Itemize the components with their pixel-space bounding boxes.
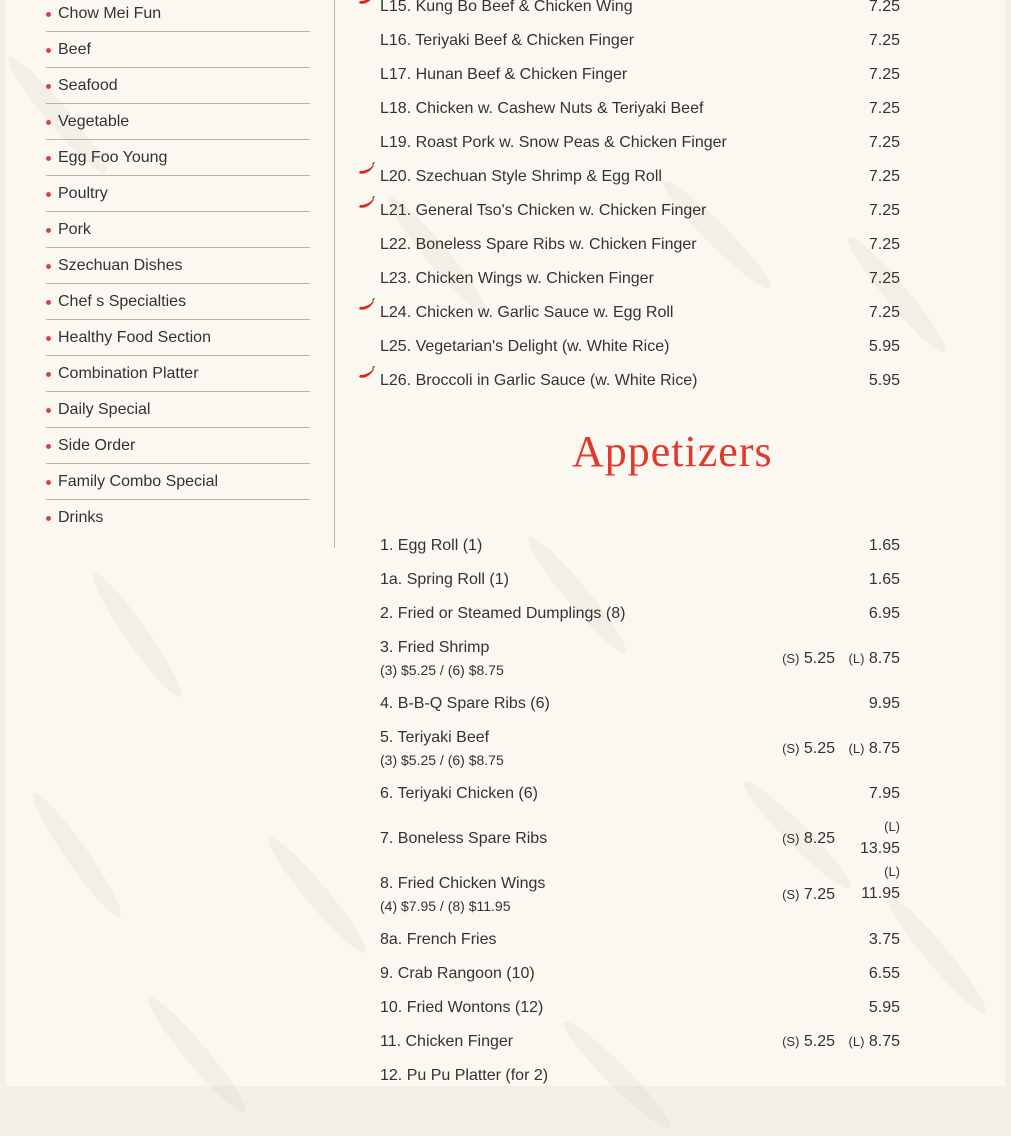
- category-label: Family Combo Special: [58, 473, 219, 490]
- size-large-label: (L): [848, 741, 865, 756]
- category-label: Chef s Specialties: [58, 293, 187, 310]
- item-price: 7.25: [868, 134, 900, 151]
- item-name: L22. Boneless Spare Ribs w. Chicken Finger: [380, 236, 697, 253]
- bullet-icon: [46, 372, 51, 377]
- category-item[interactable]: [46, 248, 310, 284]
- large-price-value: 13.95: [859, 840, 900, 857]
- item-price: 7.25: [868, 304, 900, 321]
- item-name: 5. Teriyaki Beef: [380, 729, 490, 746]
- item-name: 8. Fried Chicken Wings: [380, 875, 546, 892]
- item-price: 7.25: [868, 202, 900, 219]
- category-label: Side Order: [58, 437, 136, 454]
- item-name: L19. Roast Pork w. Snow Peas & Chicken Finger: [380, 134, 727, 151]
- chili-pepper-icon: [358, 366, 376, 380]
- category-item[interactable]: [46, 32, 310, 68]
- item-price: 7.25: [868, 66, 900, 83]
- size-small-label: (S): [782, 1034, 800, 1049]
- large-price-value: 11.95: [861, 885, 900, 902]
- chili-pepper-icon: [358, 162, 376, 176]
- bullet-icon: [46, 156, 51, 161]
- small-price: [782, 830, 835, 848]
- bullet-icon: [46, 336, 51, 341]
- leaf-decoration: [260, 830, 373, 959]
- category-item[interactable]: [46, 284, 310, 320]
- item-name: 1a. Spring Roll (1): [380, 571, 509, 588]
- bullet-icon: [46, 408, 51, 413]
- appetizers-heading: Appetizers: [572, 427, 773, 476]
- item-price: 7.25: [868, 270, 900, 287]
- item-portion-prices: (3) $5.25 / (6) $8.75: [380, 662, 504, 678]
- leaf-decoration: [85, 567, 189, 702]
- small-price: [782, 1033, 835, 1051]
- small-price-value: 5.25: [803, 740, 835, 757]
- item-name: 1. Egg Roll (1): [380, 537, 483, 554]
- category-item[interactable]: [46, 212, 310, 248]
- category-item[interactable]: [46, 428, 310, 464]
- small-price: [782, 740, 835, 758]
- sidebar-divider: [334, 0, 335, 548]
- item-price: 1.65: [868, 571, 900, 588]
- category-item[interactable]: [46, 0, 310, 32]
- item-name: L16. Teriyaki Beef & Chicken Finger: [380, 32, 635, 49]
- item-name: L26. Broccoli in Garlic Sauce (w. White Rice): [380, 372, 698, 389]
- category-item[interactable]: [46, 176, 310, 212]
- category-label: Chow Mei Fun: [58, 5, 162, 22]
- item-name: L17. Hunan Beef & Chicken Finger: [380, 66, 628, 83]
- item-name: 10. Fried Wontons (12): [380, 999, 544, 1016]
- category-label: Egg Foo Young: [58, 149, 168, 166]
- item-portion-prices: (4) $7.95 / (8) $11.95: [380, 898, 511, 914]
- category-item[interactable]: [46, 464, 310, 500]
- large-price: [849, 740, 900, 758]
- large-price: [861, 861, 900, 905]
- size-large-label: (L): [884, 864, 900, 879]
- item-price: 7.25: [868, 236, 900, 253]
- item-name: L23. Chicken Wings w. Chicken Finger: [380, 270, 654, 287]
- item-name: 11. Chicken Finger: [380, 1033, 514, 1050]
- item-name: 4. B-B-Q Spare Ribs (6): [380, 695, 550, 712]
- item-price: 7.25: [868, 32, 900, 49]
- bullet-icon: [46, 300, 51, 305]
- item-name: L25. Vegetarian's Delight (w. White Rice): [380, 338, 670, 355]
- item-name: 9. Crab Rangoon (10): [380, 965, 535, 982]
- category-item[interactable]: [46, 104, 310, 140]
- item-price: 6.55: [868, 965, 900, 982]
- item-name: 6. Teriyaki Chicken (6): [380, 785, 538, 802]
- item-price: 6.95: [868, 605, 900, 622]
- size-large-label: (L): [884, 819, 900, 834]
- chili-pepper-icon: [358, 0, 376, 6]
- category-item[interactable]: [46, 140, 310, 176]
- category-sidebar: [46, 0, 310, 536]
- large-price-value: 8.75: [868, 1033, 900, 1050]
- menu-page: [6, 0, 1005, 1086]
- category-item[interactable]: [46, 392, 310, 428]
- category-label: Combination Platter: [58, 365, 199, 382]
- large-price: [849, 1033, 900, 1051]
- category-label: Pork: [58, 221, 91, 238]
- item-price: 7.25: [868, 0, 900, 15]
- small-price: [782, 650, 835, 668]
- category-item[interactable]: [46, 500, 310, 536]
- size-small-label: (S): [782, 741, 800, 756]
- item-name: 12. Pu Pu Platter (for 2): [380, 1067, 549, 1084]
- item-price: 9.95: [868, 695, 900, 712]
- bullet-icon: [46, 444, 51, 449]
- item-name: 7. Boneless Spare Ribs: [380, 830, 548, 847]
- large-price-value: 8.75: [868, 650, 900, 667]
- leaf-decoration: [656, 174, 778, 296]
- category-label: Daily Special: [58, 401, 151, 418]
- item-portion-prices: (3) $5.25 / (6) $8.75: [380, 752, 504, 768]
- small-price: [782, 886, 835, 904]
- item-price: 3.75: [868, 931, 900, 948]
- leaf-decoration: [556, 1014, 678, 1136]
- size-small-label: (S): [782, 651, 800, 666]
- small-price-value: 5.25: [803, 650, 835, 667]
- category-label: Szechuan Dishes: [58, 257, 183, 274]
- large-price: [860, 816, 900, 860]
- bullet-icon: [46, 228, 51, 233]
- size-small-label: (S): [782, 887, 800, 902]
- item-price: 5.95: [868, 999, 900, 1016]
- item-price: 7.25: [868, 168, 900, 185]
- category-item[interactable]: [46, 320, 310, 356]
- item-name: 2. Fried or Steamed Dumplings (8): [380, 605, 626, 622]
- item-price: 7.25: [868, 100, 900, 117]
- item-price: 5.95: [868, 372, 900, 389]
- category-label: Healthy Food Section: [58, 329, 211, 346]
- category-item[interactable]: [46, 68, 310, 104]
- category-label: Beef: [58, 41, 91, 58]
- category-item[interactable]: [46, 356, 310, 392]
- large-price-value: 8.75: [868, 740, 900, 757]
- category-label: Drinks: [58, 509, 104, 526]
- bullet-icon: [46, 12, 51, 17]
- bullet-icon: [46, 480, 51, 485]
- item-name: L21. General Tso's Chicken w. Chicken Finger: [380, 202, 707, 219]
- category-label: Poultry: [58, 185, 108, 202]
- leaf-decoration: [520, 530, 633, 659]
- category-label: Vegetable: [58, 113, 130, 130]
- bullet-icon: [46, 120, 51, 125]
- small-price-value: 5.25: [803, 1033, 835, 1050]
- item-name: L18. Chicken w. Cashew Nuts & Teriyaki Beef: [380, 100, 704, 117]
- item-name: L15. Kung Bo Beef & Chicken Wing: [380, 0, 633, 15]
- bullet-icon: [46, 264, 51, 269]
- leaf-decoration: [25, 787, 129, 922]
- item-price: 7.95: [868, 785, 900, 802]
- bullet-icon: [46, 192, 51, 197]
- small-price-value: 8.25: [803, 830, 835, 847]
- item-price: 5.95: [868, 338, 900, 355]
- chili-pepper-icon: [358, 196, 376, 210]
- leaf-decoration: [140, 990, 253, 1119]
- item-name: L24. Chicken w. Garlic Sauce w. Egg Roll: [380, 304, 674, 321]
- item-name: 8a. French Fries: [380, 931, 497, 948]
- category-list: [46, 0, 310, 536]
- item-price: 1.65: [868, 537, 900, 554]
- bullet-icon: [46, 84, 51, 89]
- bullet-icon: [46, 516, 51, 521]
- category-label: Seafood: [58, 77, 118, 94]
- bullet-icon: [46, 48, 51, 53]
- size-large-label: (L): [848, 651, 865, 666]
- item-name: L20. Szechuan Style Shrimp & Egg Roll: [380, 168, 662, 185]
- large-price: [849, 650, 900, 668]
- item-name: 3. Fried Shrimp: [380, 639, 490, 656]
- size-large-label: (L): [848, 1034, 865, 1049]
- small-price-value: 7.25: [803, 886, 835, 903]
- chili-pepper-icon: [358, 298, 376, 312]
- size-small-label: (S): [782, 831, 800, 846]
